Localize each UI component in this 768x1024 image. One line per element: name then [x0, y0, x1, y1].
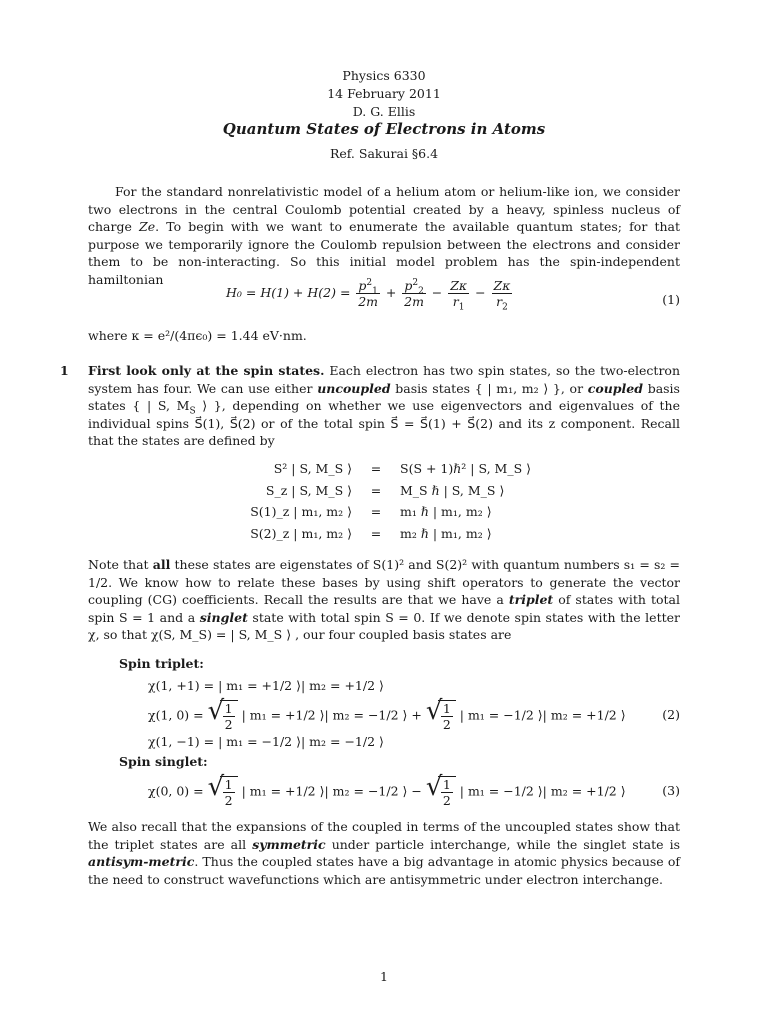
equation-1: H₀ = H(1) + H(2) = $\frac{p^2_1}{2m}$ + $\frac{p^2_2}{2m}$ − $\frac{Z\kappa}{r_1}$ − $\frac{Z\kappa}{r_2}$ — [226, 277, 511, 313]
triplet-row-2: χ(1, 0) = √ $\frac{1}{2}$ | m₁ = +1/2 ⟩| m₂ = −1/2 ⟩ + √ $\frac{1}{2}$ | m₁ = −1/2 ⟩| m₂ = +1/2 ⟩ — [148, 696, 626, 732]
note-all: all — [152, 557, 171, 572]
uncoupled-term: uncoupled — [317, 380, 391, 396]
intro-rest: . To begin with we want to enumerate the available quantum states; for that purpose we temporarily ignore the Coulomb repulsion between the electrons and consider them to be non-interacting. So this initial model problem has the spin-independent hamiltonian — [88, 219, 680, 287]
note-text-c: of states with total spin S = 1 and a — [88, 592, 681, 625]
intro-paragraph — [88, 183, 680, 288]
closing-paragraph — [88, 818, 680, 888]
eq1-number: (1) — [662, 292, 680, 307]
triplet-row-1: χ(1, +1) = | m₁ = +1/2 ⟩| m₂ = +1/2 ⟩ — [148, 678, 384, 693]
reference-line: Ref. Sakurai §6.4 — [329, 146, 439, 161]
eq1-lhs: H₀ = H(1) + H(2) = — [226, 285, 351, 300]
sqrt-half-2: √ $\frac{1}{2}$ — [426, 700, 456, 732]
page-number: 1 — [380, 969, 388, 984]
triplet-label: Spin triplet: — [119, 656, 204, 671]
author-line: D. G. Ellis — [352, 104, 416, 119]
note-text-b: these states are eigenstates of S(1)² and S(2)² with quantum numbers s₁ = s₂ = 1/2. We know how to relate these bases by using shift operators to generate the vector coupling (CG) coefficients. Recall the results are that we have a — [88, 557, 680, 607]
eq2-number: (2) — [662, 707, 680, 722]
z-r2-frac: $\frac{Z\kappa}{r_2}$ — [493, 278, 511, 313]
sqrt-half-4: √ $\frac{1}{2}$ — [426, 776, 456, 808]
section1-text-c: basis states { | S, M — [88, 380, 680, 413]
course-line: Physics 6330 — [342, 68, 426, 83]
p1-frac: $\frac{p^2_1}{2m}$ — [358, 277, 379, 309]
section1-text-b: basis states { | m₁, m₂ ⟩ }, or — [395, 380, 584, 396]
eigen-table — [232, 460, 531, 542]
intro-text: For the standard nonrelativistic model of a helium atom or helium-like ion, we consider two electrons in the central Coulomb potential created by a heavy, spinless nucleus of charge — [88, 184, 680, 234]
where-line: where κ = e²/(4πϵ₀) = 1.44 eV·nm. — [88, 328, 307, 343]
singlet-term: singlet — [199, 609, 248, 625]
eigen-row: S² | S, M_S ⟩ = S(S + 1)ℏ² | S, M_S ⟩ — [273, 461, 531, 476]
section1-paragraph: First look only at the spin states. Each electron has two spin states, so the two-electron system has four. We can use either uncoupled basis states { | m₁, m₂ ⟩ }, or coupled basis states { | S, $M_S$ ⟩ }, depending on whether we use eigenvectors and eigenvalues of the individual spins S⃗(1), S⃗(2) or of the total spin S⃗ = S⃗(1) + S⃗(2) and its z component. Recall that the states are defined by — [88, 363, 680, 448]
date-line: 14 February 2011 — [327, 86, 441, 101]
note-paragraph — [88, 556, 680, 644]
coupled-term: coupled — [587, 380, 643, 396]
singlet-row: χ(0, 0) = √ $\frac{1}{2}$ | m₁ = +1/2 ⟩| m₂ = −1/2 ⟩ − √ $\frac{1}{2}$ | m₁ = −1/2 ⟩| m₂ = +1/2 ⟩ — [148, 772, 626, 808]
z-r1-frac: $\frac{Z\kappa}{r_1}$ — [450, 278, 468, 313]
section1-text-d: ⟩ }, depending on whether we use eigenvectors and eigenvalues of the individual spins S⃗(1), S⃗(2) or of the total spin S⃗ = S⃗(1) + S⃗(2) and its z component. Recall that the states are defined by — [88, 398, 680, 448]
eigen-row: S(1)_z | m₁, m₂ ⟩ = m₁ ℏ | m₁, m₂ ⟩ — [250, 504, 492, 519]
note-text-d: state with total spin S = 0. If we denote spin states with the letter χ, so that χ(S, M_S) = | S, M_S ⟩ , our four coupled basis states are — [88, 609, 680, 642]
sqrt-half-1: √ $\frac{1}{2}$ — [208, 700, 238, 732]
sqrt-half-3: √ $\frac{1}{2}$ — [208, 776, 238, 808]
note-text-a: Note that — [88, 557, 149, 572]
closing-text-a: We also recall that the expansions of the coupled in terms of the uncoupled states show that the triplet states are all — [88, 819, 680, 852]
document-title: Quantum States of Electrons in Atoms — [222, 120, 546, 138]
antisymmetric-term: antisym-metric — [88, 854, 195, 869]
intro-ze: Ze — [139, 219, 156, 234]
eigen-row: S(2)_z | m₁, m₂ ⟩ = m₂ ℏ | m₁, m₂ ⟩ — [250, 525, 492, 541]
triplet-term: triplet — [508, 592, 554, 607]
section-number: 1 — [60, 363, 69, 378]
closing-text-c: . Thus the coupled states have a big advantage in atomic physics because of the need to construct wavefunctions which are antisymmetric under electron interchange. — [88, 854, 680, 887]
symmetric-term: symmetric — [252, 836, 326, 852]
closing-text-b: under particle interchange, while the singlet state is — [331, 836, 680, 852]
singlet-label: Spin singlet: — [119, 754, 208, 769]
eq3-number: (3) — [662, 783, 680, 798]
section1-text-a: Each electron has two spin states, so the two-electron system has four. We can use either — [88, 363, 680, 396]
section1-heading: First look only at the spin states. — [88, 363, 325, 378]
eigen-row: S_z | S, M_S ⟩ = M_S ℏ | S, M_S ⟩ — [265, 482, 505, 498]
triplet-row-3: χ(1, −1) = | m₁ = −1/2 ⟩| m₂ = −1/2 ⟩ — [148, 734, 384, 749]
p2-frac: $\frac{p^2_2}{2m}$ — [404, 277, 424, 309]
